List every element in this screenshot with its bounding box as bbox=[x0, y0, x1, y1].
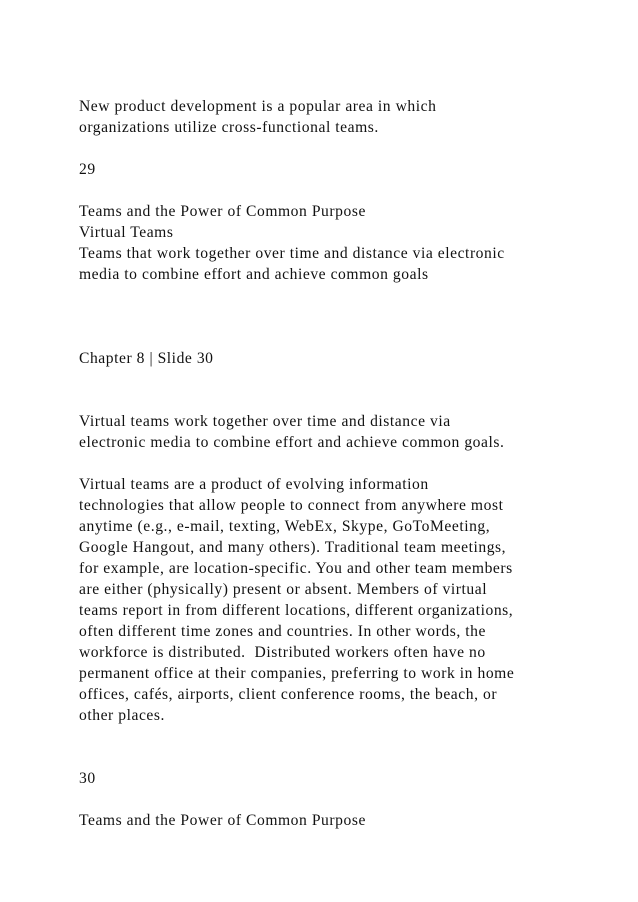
paragraph-line: for example, are location-specific. You and other team members bbox=[79, 560, 513, 577]
slide-number: 30 bbox=[79, 770, 96, 787]
paragraph-line: Google Hangout, and many others). Traditional team meetings, bbox=[79, 539, 507, 556]
paragraph-line: Virtual teams work together over time and distance via bbox=[79, 413, 451, 430]
paragraph-line: are either (physically) present or absent. Members of virtual bbox=[79, 581, 488, 598]
paragraph-line: electronic media to combine effort and achieve common goals. bbox=[79, 434, 505, 451]
paragraph-line: permanent office at their companies, preferring to work in home bbox=[79, 665, 515, 682]
paragraph-line: other places. bbox=[79, 707, 165, 724]
paragraph-line: technologies that allow people to connect from anywhere most bbox=[79, 497, 504, 514]
slide-reference: Chapter 8 | Slide 30 bbox=[79, 350, 214, 367]
definition-line: media to combine effort and achieve common goals bbox=[79, 266, 429, 283]
paragraph-line: organizations utilize cross-functional teams. bbox=[79, 119, 379, 136]
paragraph-line: offices, cafés, airports, client conference rooms, the beach, or bbox=[79, 686, 498, 703]
paragraph-line: anytime (e.g., e-mail, texting, WebEx, Skype, GoToMeeting, bbox=[79, 518, 491, 535]
slide-number: 29 bbox=[79, 161, 96, 178]
paragraph-line: teams report in from different locations, different organizations, bbox=[79, 602, 514, 619]
paragraph-line: Virtual teams are a product of evolving information bbox=[79, 476, 429, 493]
section-heading: Teams and the Power of Common Purpose bbox=[79, 203, 366, 220]
section-heading: Teams and the Power of Common Purpose bbox=[79, 812, 366, 829]
definition-line: Teams that work together over time and distance via electronic bbox=[79, 245, 505, 262]
slide-title: Virtual Teams bbox=[79, 224, 174, 241]
paragraph-line: workforce is distributed. Distributed workers often have no bbox=[79, 644, 486, 661]
paragraph-line: often different time zones and countries. In other words, the bbox=[79, 623, 486, 640]
paragraph-line: New product development is a popular area in which bbox=[79, 98, 437, 115]
